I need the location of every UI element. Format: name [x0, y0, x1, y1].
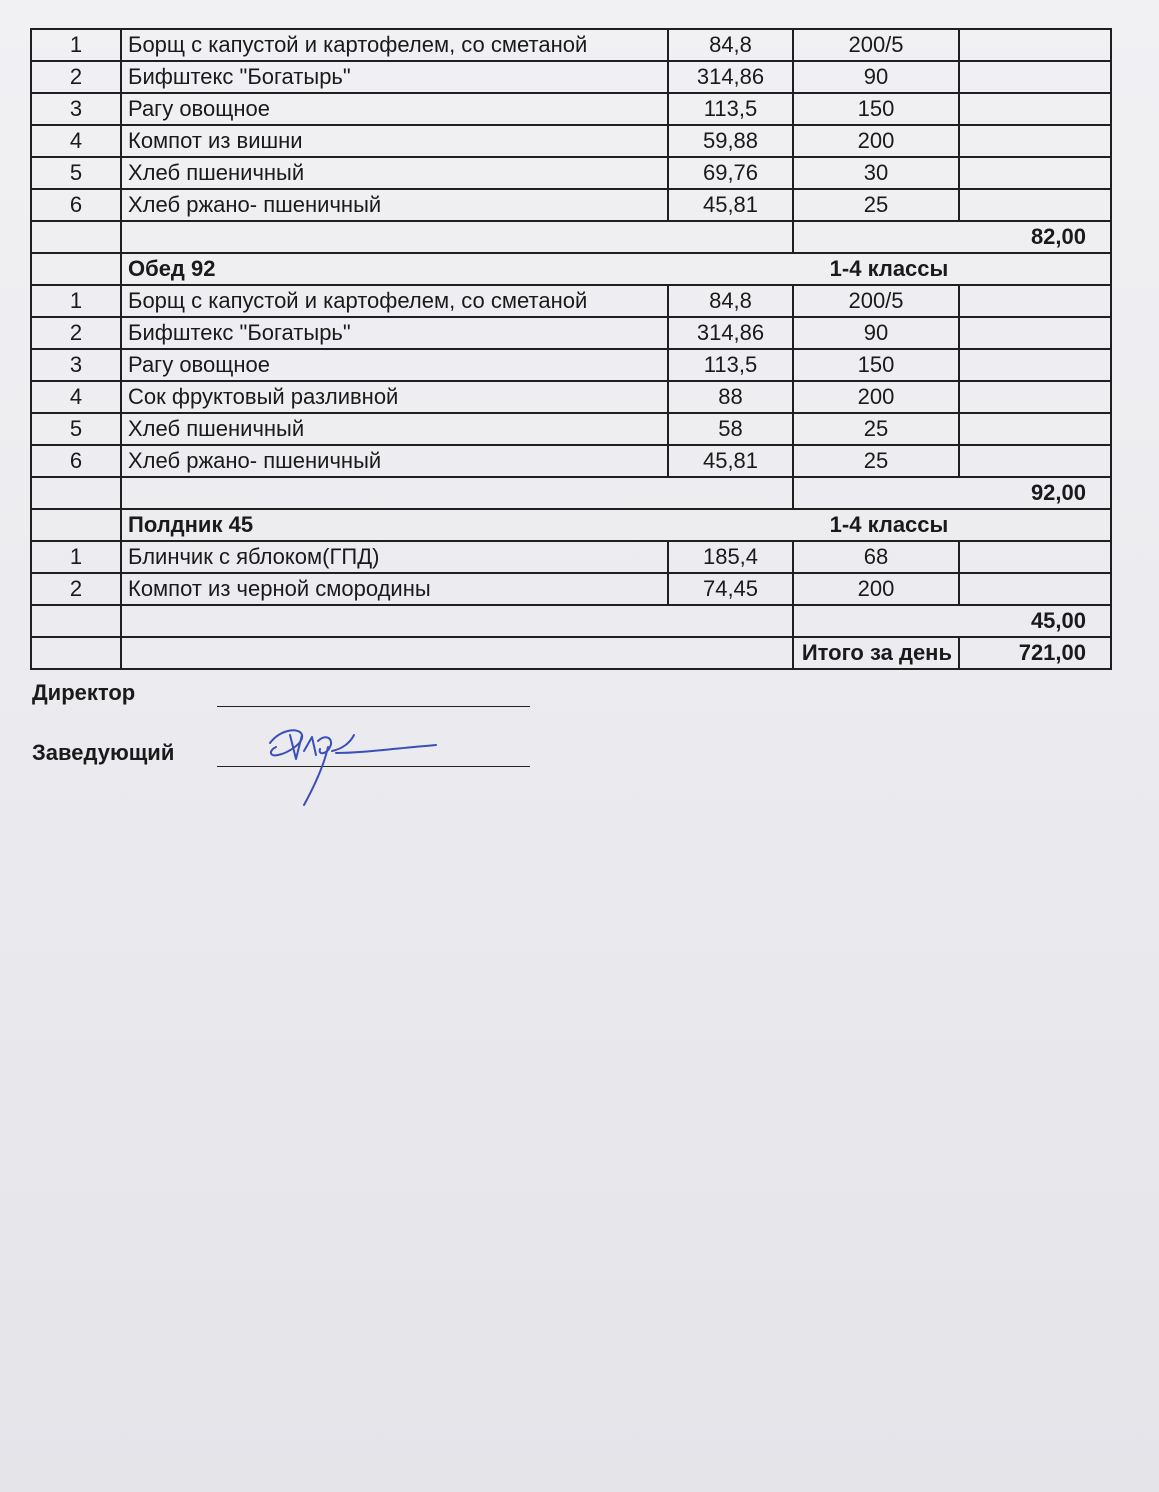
item-empty [959, 157, 1111, 189]
section-total-row [31, 605, 1111, 637]
item-number: 2 [31, 317, 121, 349]
section-header-row [31, 253, 1111, 285]
item-number: 2 [31, 573, 121, 605]
signature-block [32, 676, 552, 796]
total-empty [121, 477, 793, 509]
total-empty [121, 221, 793, 253]
item-price: 74,45 [668, 573, 793, 605]
item-price: 45,81 [668, 445, 793, 477]
table-row [31, 93, 1111, 125]
item-name: Хлеб ржано- пшеничный [121, 445, 668, 477]
item-yield: 68 [793, 541, 959, 573]
item-yield: 200 [793, 125, 959, 157]
item-yield: 30 [793, 157, 959, 189]
item-name: Рагу овощное [121, 349, 668, 381]
item-yield: 90 [793, 317, 959, 349]
item-name: Бифштекс "Богатырь" [121, 317, 668, 349]
item-number: 1 [31, 285, 121, 317]
day-total-value: 721,00 [959, 637, 1111, 669]
item-name: Борщ с капустой и картофелем, со сметаной [121, 285, 668, 317]
item-name: Сок фруктовый разливной [121, 381, 668, 413]
item-number: 4 [31, 381, 121, 413]
handwritten-signature [260, 721, 440, 811]
item-empty [959, 413, 1111, 445]
item-empty [959, 61, 1111, 93]
item-empty [959, 285, 1111, 317]
item-empty [959, 541, 1111, 573]
item-number: 5 [31, 413, 121, 445]
item-empty [959, 349, 1111, 381]
section-total: 82,00 [793, 221, 1111, 253]
item-empty [959, 125, 1111, 157]
section-title: Полдник 45 [121, 509, 668, 541]
table-row [31, 29, 1111, 61]
item-yield: 25 [793, 445, 959, 477]
table-row [31, 381, 1111, 413]
section-title: Обед 92 [121, 253, 668, 285]
item-price: 59,88 [668, 125, 793, 157]
item-number: 5 [31, 157, 121, 189]
item-yield: 200/5 [793, 29, 959, 61]
item-name: Компот из вишни [121, 125, 668, 157]
section-header-row [31, 509, 1111, 541]
section-total-row [31, 477, 1111, 509]
day-total-label: Итого за день [793, 637, 959, 669]
item-yield: 200 [793, 381, 959, 413]
item-yield: 200/5 [793, 285, 959, 317]
section-class-label: 1-4 классы [668, 509, 1111, 541]
item-name: Хлеб пшеничный [121, 157, 668, 189]
director-rule [217, 706, 530, 707]
total-empty [121, 605, 793, 637]
item-yield: 25 [793, 413, 959, 445]
item-empty [959, 573, 1111, 605]
item-empty [959, 93, 1111, 125]
table-row [31, 157, 1111, 189]
section-total: 45,00 [793, 605, 1111, 637]
item-yield: 90 [793, 61, 959, 93]
table-row [31, 413, 1111, 445]
item-price: 113,5 [668, 349, 793, 381]
item-yield: 150 [793, 93, 959, 125]
section-total-row [31, 221, 1111, 253]
item-name: Хлеб пшеничный [121, 413, 668, 445]
item-price: 58 [668, 413, 793, 445]
item-name: Хлеб ржано- пшеничный [121, 189, 668, 221]
table-row [31, 189, 1111, 221]
item-price: 45,81 [668, 189, 793, 221]
item-yield: 25 [793, 189, 959, 221]
table-row [31, 445, 1111, 477]
menu-body [31, 29, 1111, 669]
item-empty [959, 317, 1111, 349]
item-yield: 200 [793, 573, 959, 605]
item-number: 1 [31, 541, 121, 573]
table-row [31, 349, 1111, 381]
item-price: 84,8 [668, 29, 793, 61]
item-price: 185,4 [668, 541, 793, 573]
section-class-label: 1-4 классы [668, 253, 1111, 285]
head-label: Заведующий [32, 740, 175, 765]
section-header-empty [31, 509, 121, 541]
table-row [31, 317, 1111, 349]
item-price: 69,76 [668, 157, 793, 189]
total-empty [31, 221, 121, 253]
total-empty [31, 477, 121, 509]
item-empty [959, 29, 1111, 61]
item-name: Бифштекс "Богатырь" [121, 61, 668, 93]
item-empty [959, 381, 1111, 413]
day-total-row [31, 637, 1111, 669]
item-price: 84,8 [668, 285, 793, 317]
item-empty [959, 445, 1111, 477]
item-number: 6 [31, 189, 121, 221]
item-number: 1 [31, 29, 121, 61]
item-name: Блинчик с яблоком(ГПД) [121, 541, 668, 573]
item-yield: 150 [793, 349, 959, 381]
total-empty [31, 605, 121, 637]
menu-table [30, 28, 1112, 670]
item-price: 88 [668, 381, 793, 413]
item-name: Компот из черной смородины [121, 573, 668, 605]
day-total-empty [121, 637, 793, 669]
table-row [31, 61, 1111, 93]
table-row [31, 285, 1111, 317]
section-total: 92,00 [793, 477, 1111, 509]
item-number: 6 [31, 445, 121, 477]
director-label: Директор [32, 680, 136, 705]
item-number: 3 [31, 349, 121, 381]
item-number: 4 [31, 125, 121, 157]
item-price: 314,86 [668, 317, 793, 349]
section-header-empty [31, 253, 121, 285]
table-row [31, 125, 1111, 157]
table-row [31, 541, 1111, 573]
item-empty [959, 189, 1111, 221]
item-name: Рагу овощное [121, 93, 668, 125]
day-total-empty [31, 637, 121, 669]
item-number: 2 [31, 61, 121, 93]
item-number: 3 [31, 93, 121, 125]
item-price: 314,86 [668, 61, 793, 93]
item-price: 113,5 [668, 93, 793, 125]
item-name: Борщ с капустой и картофелем, со сметаной [121, 29, 668, 61]
table-row [31, 573, 1111, 605]
